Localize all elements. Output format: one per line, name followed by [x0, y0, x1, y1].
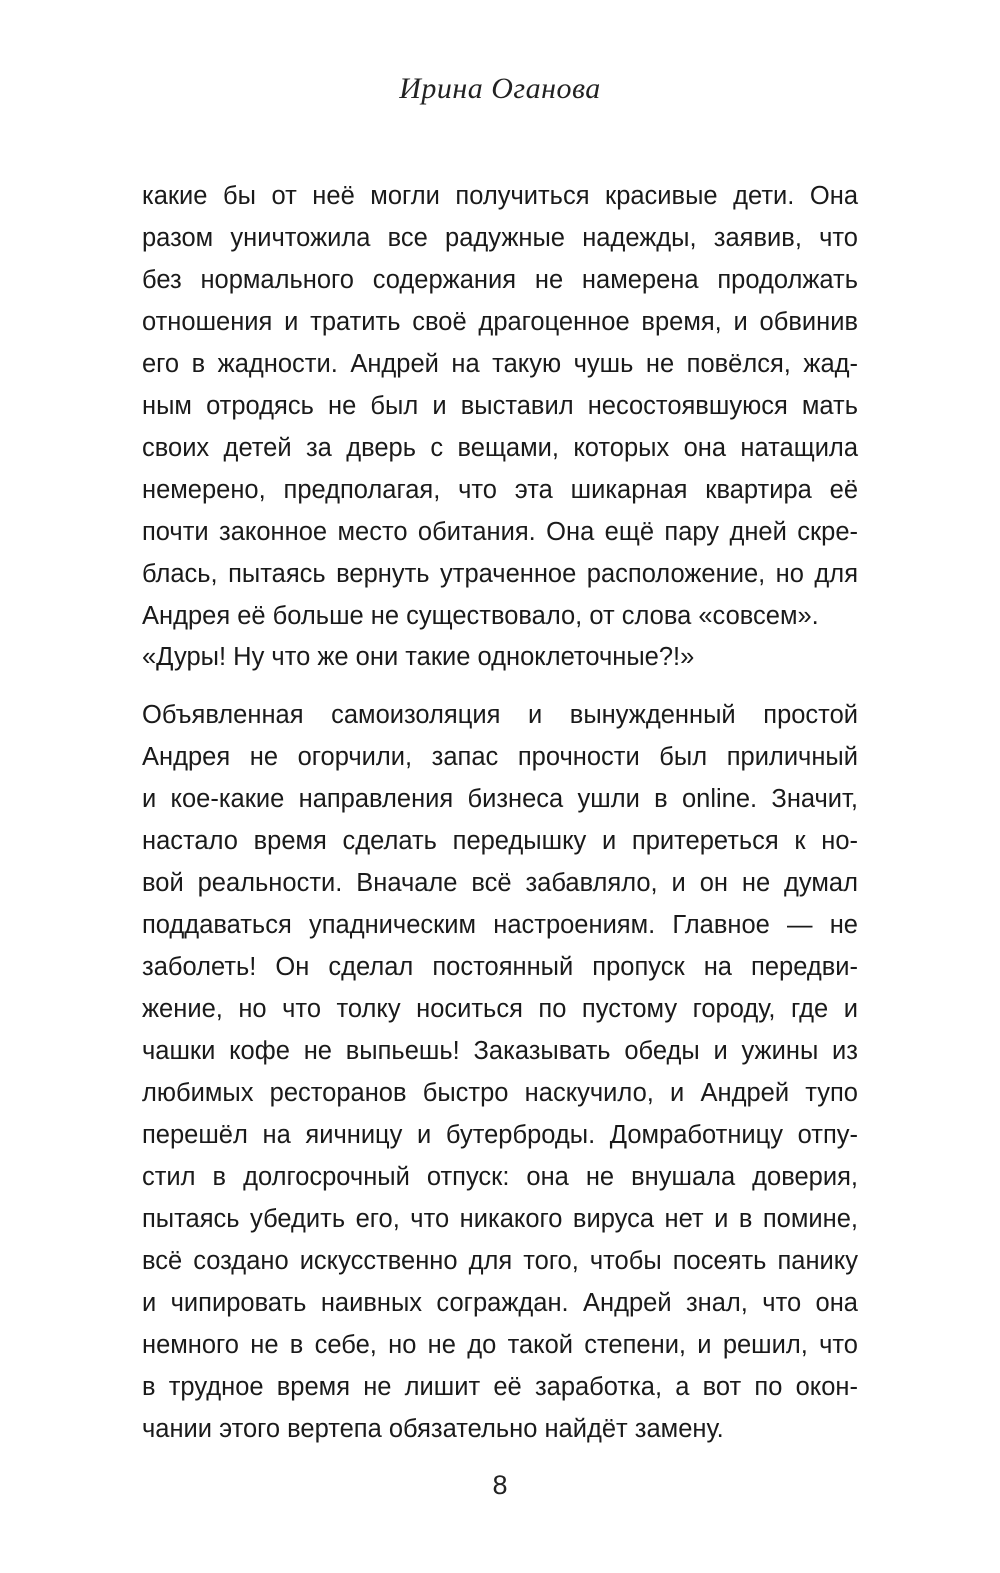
- text-line: чании этого вертепа обязательно найдёт замену.: [142, 1415, 724, 1443]
- text-line: его в жадности. Андрей на такую чушь не повёлся, жад-: [142, 350, 858, 378]
- text-line: своих детей за дверь с вещами, которых она натащила: [142, 434, 858, 462]
- text-line: поддаваться упадническим настроениям. Главное — не: [142, 911, 858, 939]
- text-line: ным отродясь не был и выставил несостоявшуюся мать: [142, 392, 858, 420]
- text-line: заболеть! Он сделал постоянный пропуск на передви-: [142, 953, 858, 981]
- text-line: Объявленная самоизоляция и вынужденный простой: [142, 701, 858, 729]
- text-line: любимых ресторанов быстро наскучило, и Андрей тупо: [142, 1079, 858, 1107]
- text-line: всё создано искусственно для того, чтобы посеять панику: [142, 1247, 858, 1275]
- text-line: вой реальности. Вначале всё забавляло, и он не думал: [142, 869, 858, 897]
- text-line: блась, пытаясь вернуть утраченное расположение, но для: [142, 560, 858, 588]
- text-line: Андрея её больше не существовало, от слова «совсем».: [142, 602, 819, 630]
- text-line: Андрея не огорчили, запас прочности был приличный: [142, 743, 858, 771]
- text-line: почти законное место обитания. Она ещё пару дней скре-: [142, 518, 858, 546]
- paragraph-1: [142, 175, 858, 637]
- page-number: 8: [492, 1470, 508, 1500]
- text-line: разом уничтожила все радужные надежды, заявив, что: [142, 224, 858, 252]
- running-header-author: Ирина Оганова: [399, 72, 601, 105]
- text-line: немного не в себе, но не до такой степени, и решил, что: [142, 1331, 858, 1359]
- text-line: какие бы от неё могли получиться красивые дети. Она: [142, 182, 858, 210]
- text-line: без нормального содержания не намерена продолжать: [142, 266, 858, 294]
- paragraph-3: [142, 694, 858, 1450]
- text-line: немерено, предполагая, что эта шикарная квартира её: [142, 476, 858, 504]
- text-line: пытаясь убедить его, что никакого вируса нет и в помине,: [142, 1205, 858, 1233]
- text-line: и кое-какие направления бизнеса ушли в online. Значит,: [142, 785, 858, 813]
- text-line: настало время сделать передышку и притереться к но-: [142, 827, 858, 855]
- text-line: в трудное время не лишит её заработка, а вот по окон-: [142, 1373, 858, 1401]
- text-line: «Дуры! Ну что же они такие одноклеточные?!»: [142, 643, 695, 671]
- text-line: и чипировать наивных сограждан. Андрей знал, что она: [142, 1289, 858, 1317]
- text-line: стил в долгосрочный отпуск: она не внушала доверия,: [142, 1163, 858, 1191]
- text-line: отношения и тратить своё драгоценное время, и обвинив: [142, 308, 858, 336]
- text-line: перешёл на яичницу и бутерброды. Домработницу отпу-: [142, 1121, 858, 1149]
- paragraph-2-quote: [142, 636, 858, 678]
- text-line: чашки кофе не выпьешь! Заказывать обеды и ужины из: [142, 1037, 858, 1065]
- text-line: жение, но что толку носиться по пустому городу, где и: [142, 995, 858, 1023]
